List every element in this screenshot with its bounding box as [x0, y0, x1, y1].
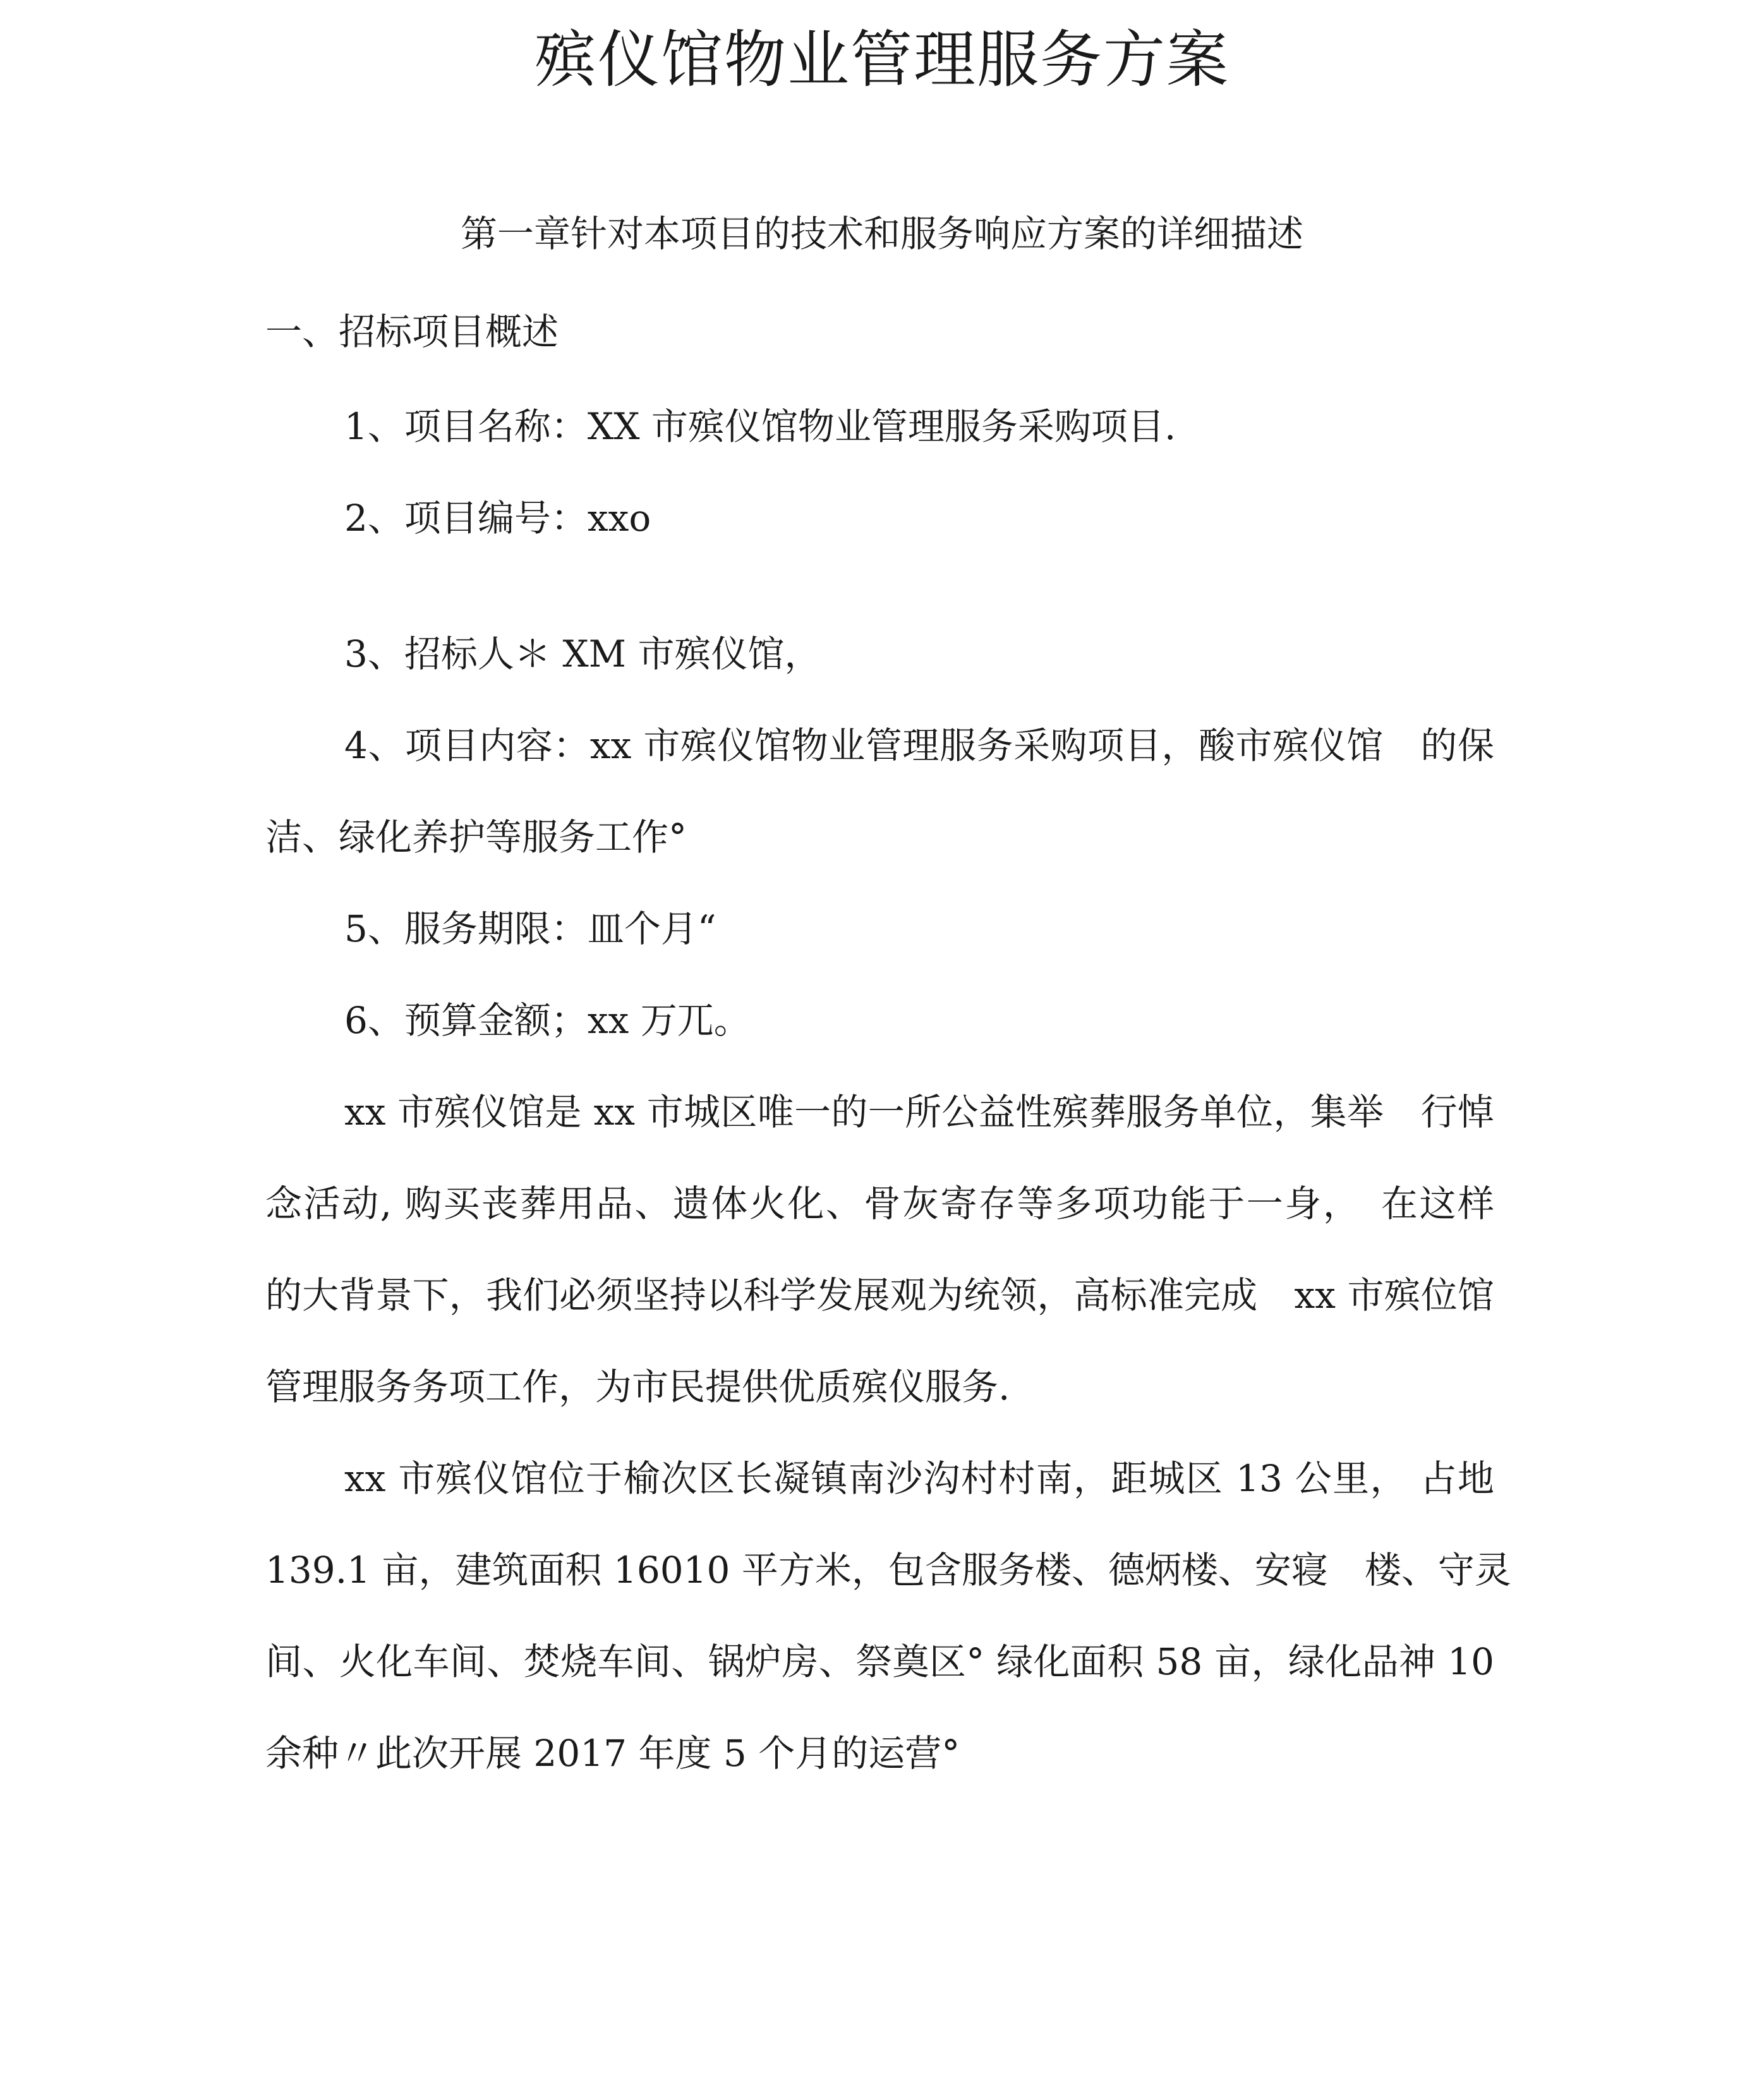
document-title: 殡仪馆物业管理服务方案	[534, 24, 1229, 96]
item-project-name: 1、项目名称：XX 市殡仪馆物业管理服务采购项目.	[344, 405, 1176, 448]
item-project-number: 2、项目编号：xxo	[344, 497, 651, 540]
paragraph-line: 139.1 亩，建筑面积 16010 平方米，包含服务楼、德炳楼、安寝 楼、守灵	[265, 1549, 1511, 1592]
item-budget: 6、预算金额；xx 万兀。	[344, 999, 751, 1042]
paragraph-line: 念活动, 购买丧葬用品、遗体火化、骨灰寄存等多项功能于一身， 在这样	[265, 1182, 1494, 1225]
item-project-content: 4、项目内容：xx 市殡仪馆物业管理服务采购项目，酸市殡仪馆 的保	[344, 724, 1494, 767]
paragraph-line: xx 市殡仪馆位于榆次区长凝镇南沙沟村村南，距城区 13 公里， 占地	[344, 1457, 1494, 1500]
paragraph-line: 间、火化车间、焚烧车间、锅炉房、祭奠区° 绿化面积 58 亩，绿化品神 10	[265, 1640, 1494, 1683]
paragraph-line: xx 市殡仪馆是 xx 市城区唯一的一所公益性殡葬服务单位，集举 行悼	[344, 1091, 1494, 1133]
paragraph-line: 的大背景下，我们必须坚持以科学发展观为统领，高标准完成 xx 市殡位馆	[265, 1274, 1494, 1317]
paragraph-line: 余种〃此次开展 2017 年度 5 个月的运营°	[265, 1732, 960, 1775]
item-project-content-cont: 洁、绿化养护等服务工作°	[265, 816, 687, 859]
item-tenderer: 3、招标人＊ XM 市殡仪馆，	[344, 632, 821, 675]
chapter-heading: 第一章针对本项目的技术和服务响应方案的详细描述	[460, 212, 1303, 255]
section-heading: 一、招标项目概述	[265, 310, 559, 353]
paragraph-line: 管理服务务项工作，为市民提供优质殡仪服务.	[265, 1365, 1010, 1408]
item-service-period: 5、服务期限：皿个月“	[344, 907, 716, 950]
